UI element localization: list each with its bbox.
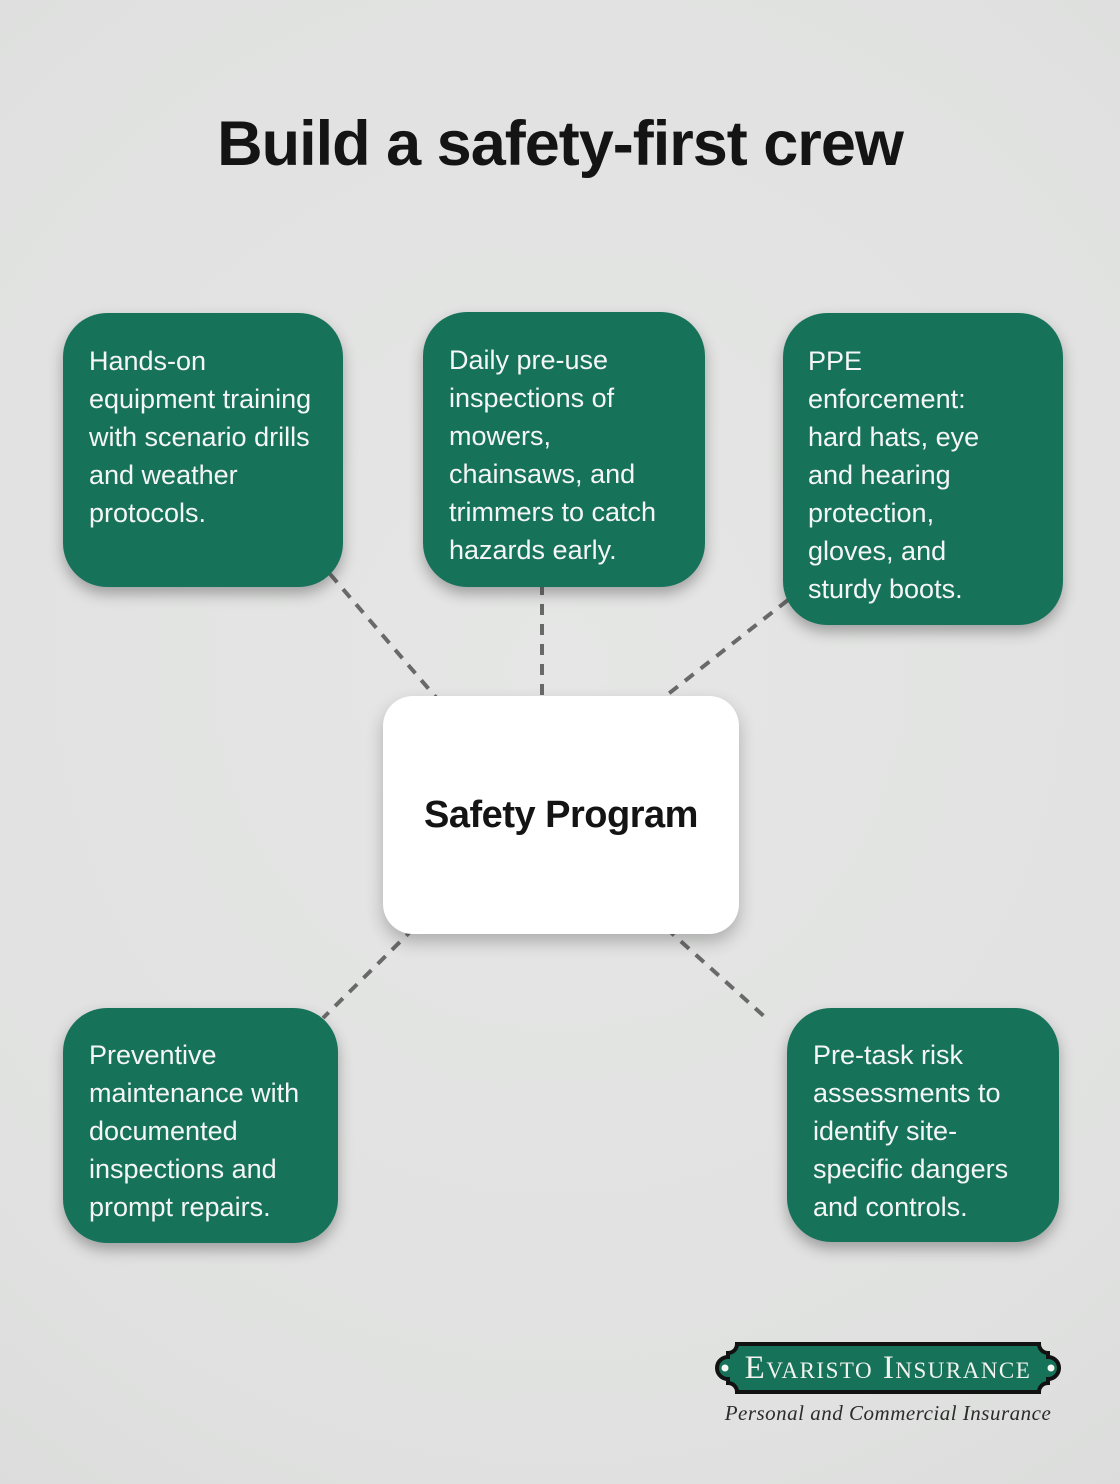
brand-logo bbox=[715, 1342, 1061, 1426]
node-maintenance-text: Preventive maintenance with documented inspections and prompt repairs. bbox=[89, 1040, 300, 1222]
node-risk-text: Pre-task risk assessments to identify site-specific dangers and controls. bbox=[813, 1040, 1009, 1222]
logo-tagline: Personal and Commercial Insurance bbox=[724, 1401, 1052, 1425]
page-title: Build a safety-first crew bbox=[217, 109, 903, 179]
node-training-text: Hands-on equipment training with scenario drills and weather protocols. bbox=[89, 346, 312, 528]
node-inspections-text: Daily pre-use inspections of mowers, chainsaws, and trimmers to catch hazards early. bbox=[449, 345, 657, 565]
node-training bbox=[63, 313, 343, 587]
logo-right-dot bbox=[1048, 1365, 1055, 1372]
node-ppe bbox=[783, 313, 1063, 625]
center-node-label: Safety Program bbox=[424, 793, 698, 836]
node-ppe-text: PPE enforcement: hard hats, eye and hearing protection, gloves, and sturdy boots. bbox=[808, 346, 980, 604]
node-maintenance bbox=[63, 1008, 338, 1243]
connector-risk-line bbox=[666, 928, 766, 1018]
connector-ppe-line bbox=[658, 600, 788, 702]
node-risk bbox=[787, 1008, 1059, 1242]
connector-training-line bbox=[330, 574, 440, 702]
connector-maintenance-line bbox=[323, 928, 414, 1018]
node-safety-program bbox=[383, 696, 739, 934]
logo-name: Evaristo Insurance bbox=[744, 1349, 1032, 1386]
node-inspections bbox=[423, 312, 705, 587]
